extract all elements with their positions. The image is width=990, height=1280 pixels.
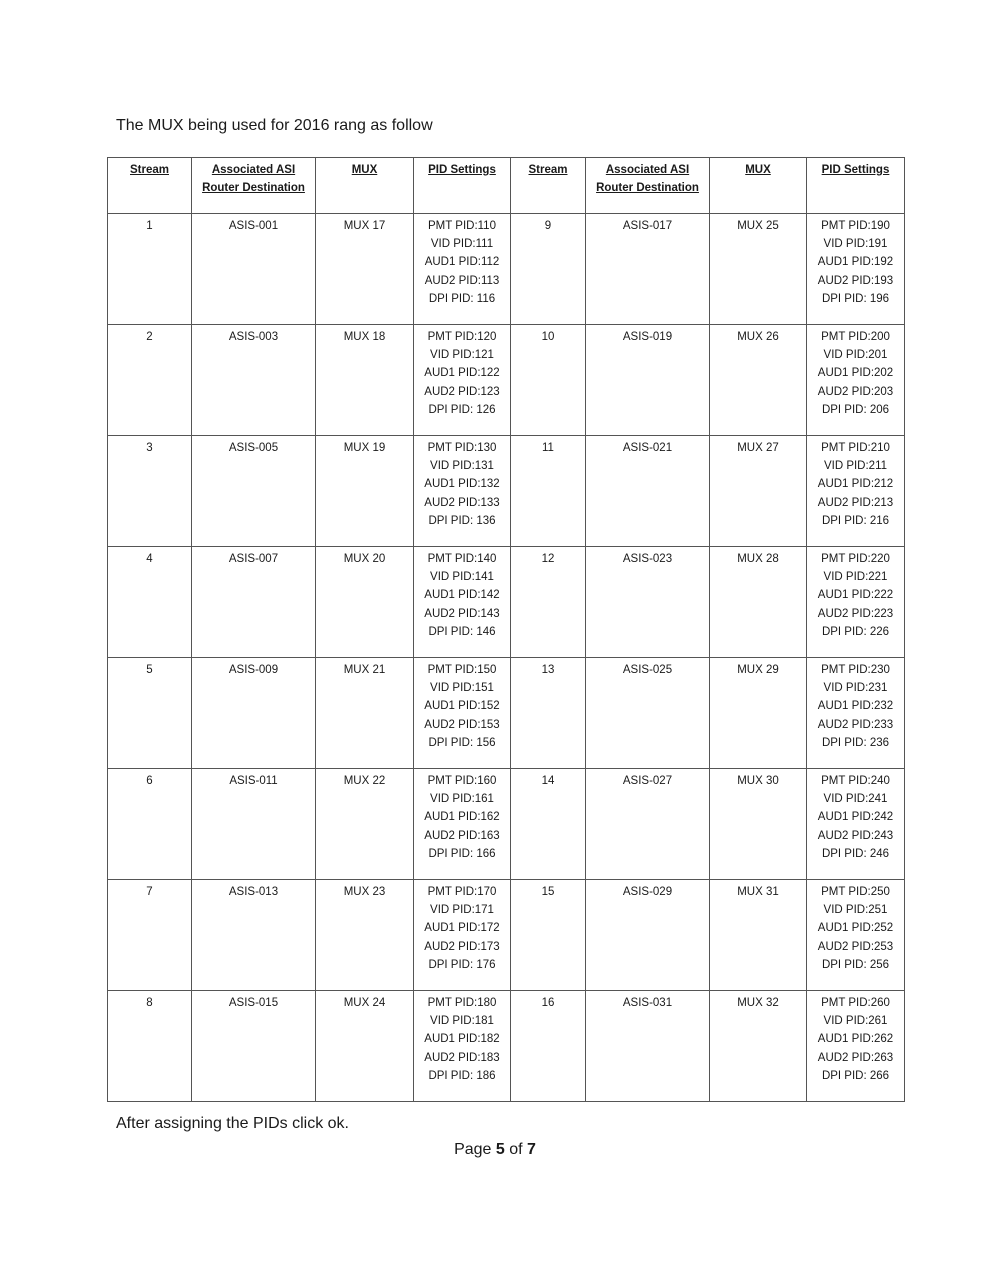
pid-line: PMT PID:250 <box>821 886 890 898</box>
pid-settings-cell <box>807 991 905 1102</box>
stream-cell: 3 <box>108 436 192 547</box>
mux-table <box>107 157 905 1102</box>
table-row <box>108 991 905 1102</box>
pid-line: PMT PID:110 <box>428 220 496 232</box>
mux-cell: MUX 25 <box>710 214 807 325</box>
stream-cell: 1 <box>108 214 192 325</box>
stream-cell: 8 <box>108 991 192 1102</box>
asi-destination-cell: ASIS-015 <box>192 991 316 1102</box>
pid-settings-cell <box>414 436 511 547</box>
pid-line: DPI PID: 256 <box>821 958 890 971</box>
pid-line: PMT PID:240 <box>821 775 890 787</box>
mux-cell: MUX 17 <box>316 214 414 325</box>
pid-line: PMT PID:200 <box>821 331 890 343</box>
pid-line: AUD1 PID:132 <box>424 478 500 491</box>
pid-line: DPI PID: 246 <box>821 847 890 860</box>
asi-destination-cell: ASIS-027 <box>586 769 710 880</box>
pid-line: AUD1 PID:142 <box>424 589 500 602</box>
pid-line: DPI PID: 116 <box>428 292 496 305</box>
header-row <box>108 158 905 214</box>
pid-line: DPI PID: 266 <box>821 1069 890 1082</box>
asi-destination-cell: ASIS-019 <box>586 325 710 436</box>
mux-cell: MUX 18 <box>316 325 414 436</box>
stream-cell: 2 <box>108 325 192 436</box>
pid-line: VID PID:141 <box>430 571 494 584</box>
asi-destination-cell: ASIS-021 <box>586 436 710 547</box>
header-mux: MUX <box>316 158 414 214</box>
mux-cell: MUX 32 <box>710 991 807 1102</box>
intro-text: The MUX being used for 2016 rang as follow <box>116 117 433 134</box>
stream-cell: 13 <box>511 658 586 769</box>
pid-line: AUD1 PID:122 <box>424 367 500 380</box>
asi-destination-cell: ASIS-011 <box>192 769 316 880</box>
stream-cell: 14 <box>511 769 586 880</box>
asi-destination-cell: ASIS-003 <box>192 325 316 436</box>
pid-line: AUD2 PID:223 <box>817 607 894 620</box>
pid-line: VID PID:181 <box>430 1015 494 1028</box>
asi-destination-cell: ASIS-029 <box>586 880 710 991</box>
pid-line: VID PID:211 <box>823 460 888 473</box>
pid-line: AUD1 PID:242 <box>817 811 894 824</box>
mux-cell: MUX 30 <box>710 769 807 880</box>
pid-line: AUD1 PID:152 <box>424 700 500 713</box>
pid-line: AUD1 PID:202 <box>817 367 894 380</box>
stream-cell: 12 <box>511 547 586 658</box>
mux-cell: MUX 28 <box>710 547 807 658</box>
pid-settings-cell <box>414 325 511 436</box>
asi-destination-cell: ASIS-001 <box>192 214 316 325</box>
pid-settings-cell <box>414 214 511 325</box>
pid-line: VID PID:151 <box>430 682 494 695</box>
pid-line: PMT PID:160 <box>427 775 497 787</box>
pid-line: DPI PID: 126 <box>428 403 496 416</box>
pid-settings-cell <box>414 991 511 1102</box>
page-total: 7 <box>527 1141 536 1158</box>
page-current: 5 <box>495 1141 505 1158</box>
table-row <box>108 436 905 547</box>
pid-line: DPI PID: 176 <box>428 958 496 971</box>
pid-line: DPI PID: 196 <box>821 292 890 305</box>
mux-cell: MUX 27 <box>710 436 807 547</box>
stream-cell: 6 <box>108 769 192 880</box>
pid-line: PMT PID:170 <box>427 886 497 898</box>
pid-line: AUD1 PID:252 <box>817 922 894 935</box>
pid-line: DPI PID: 206 <box>821 403 890 416</box>
pid-line: AUD2 PID:263 <box>817 1051 894 1064</box>
mux-cell: MUX 19 <box>316 436 414 547</box>
header-asi-destination: Associated ASI Router Destination <box>192 158 316 214</box>
outro-text: After assigning the PIDs click ok. <box>116 1115 349 1132</box>
pid-settings-cell <box>414 880 511 991</box>
pid-line: AUD2 PID:183 <box>424 1051 500 1064</box>
pid-settings-cell <box>414 769 511 880</box>
pid-line: PMT PID:260 <box>821 997 890 1009</box>
header-stream: Stream <box>108 158 192 214</box>
pid-line: PMT PID:220 <box>821 553 890 565</box>
pid-line: DPI PID: 136 <box>428 514 496 527</box>
asi-destination-cell: ASIS-023 <box>586 547 710 658</box>
mux-cell: MUX 20 <box>316 547 414 658</box>
pid-line: VID PID:121 <box>430 349 494 362</box>
header-mux: MUX <box>710 158 807 214</box>
mux-cell: MUX 26 <box>710 325 807 436</box>
pid-line: AUD2 PID:163 <box>424 829 500 842</box>
stream-cell: 15 <box>511 880 586 991</box>
page-footer: Page 5 of 7 <box>454 1141 536 1158</box>
pid-line: AUD1 PID:112 <box>424 256 500 269</box>
table-row <box>108 214 905 325</box>
pid-line: AUD2 PID:213 <box>817 496 894 509</box>
asi-destination-cell: ASIS-025 <box>586 658 710 769</box>
pid-line: AUD2 PID:143 <box>424 607 500 620</box>
pid-line: DPI PID: 156 <box>428 736 496 749</box>
pid-line: AUD2 PID:243 <box>817 829 894 842</box>
pid-settings-cell <box>807 769 905 880</box>
pid-line: PMT PID:180 <box>427 997 497 1009</box>
stream-cell: 9 <box>511 214 586 325</box>
pid-line: DPI PID: 166 <box>428 847 496 860</box>
mux-cell: MUX 22 <box>316 769 414 880</box>
pid-line: AUD2 PID:233 <box>817 718 894 731</box>
pid-line: AUD2 PID:173 <box>424 940 500 953</box>
pid-line: AUD1 PID:162 <box>424 811 500 824</box>
asi-destination-cell: ASIS-005 <box>192 436 316 547</box>
pid-line: AUD2 PID:113 <box>424 274 500 287</box>
pid-line: AUD1 PID:222 <box>817 589 894 602</box>
pid-line: VID PID:161 <box>430 793 494 806</box>
header-asi-destination: Associated ASI Router Destination <box>586 158 710 214</box>
pid-line: DPI PID: 226 <box>821 625 890 638</box>
stream-cell: 4 <box>108 547 192 658</box>
pid-line: AUD1 PID:172 <box>424 922 500 935</box>
pid-line: AUD2 PID:193 <box>817 274 894 287</box>
pid-line: PMT PID:120 <box>427 331 497 343</box>
pid-line: PMT PID:130 <box>427 442 497 454</box>
pid-line: VID PID:131 <box>430 460 494 473</box>
pid-line: AUD1 PID:262 <box>817 1033 894 1046</box>
stream-cell: 7 <box>108 880 192 991</box>
header-stream: Stream <box>511 158 586 214</box>
pid-line: PMT PID:210 <box>821 442 890 454</box>
mux-cell: MUX 31 <box>710 880 807 991</box>
pid-line: PMT PID:150 <box>427 664 497 676</box>
stream-cell: 16 <box>511 991 586 1102</box>
pid-line: VID PID:221 <box>823 571 888 584</box>
pid-line: VID PID:251 <box>823 904 888 917</box>
pid-settings-cell <box>807 214 905 325</box>
stream-cell: 11 <box>511 436 586 547</box>
pid-line: VID PID:111 <box>430 238 494 251</box>
pid-line: AUD2 PID:133 <box>424 496 500 509</box>
pid-settings-cell <box>807 325 905 436</box>
table-row <box>108 658 905 769</box>
pid-settings-cell <box>807 658 905 769</box>
pid-line: AUD1 PID:232 <box>817 700 894 713</box>
pid-settings-cell <box>807 880 905 991</box>
pid-line: PMT PID:230 <box>821 664 890 676</box>
pid-line: VID PID:231 <box>823 682 888 695</box>
header-pid-settings: PID Settings <box>414 158 511 214</box>
pid-line: AUD1 PID:182 <box>424 1033 500 1046</box>
pid-line: VID PID:171 <box>430 904 494 917</box>
table-row <box>108 547 905 658</box>
asi-destination-cell: ASIS-007 <box>192 547 316 658</box>
pid-line: AUD2 PID:203 <box>817 385 894 398</box>
pid-line: DPI PID: 186 <box>428 1069 496 1082</box>
pid-settings-cell <box>807 547 905 658</box>
pid-line: AUD1 PID:212 <box>817 478 894 491</box>
pid-line: PMT PID:190 <box>821 220 890 232</box>
mux-cell: MUX 24 <box>316 991 414 1102</box>
pid-line: DPI PID: 216 <box>821 514 890 527</box>
pid-line: AUD2 PID:123 <box>424 385 500 398</box>
pid-line: AUD2 PID:253 <box>817 940 894 953</box>
pid-line: VID PID:201 <box>823 349 888 362</box>
asi-destination-cell: ASIS-013 <box>192 880 316 991</box>
table-row <box>108 769 905 880</box>
header-pid-settings: PID Settings <box>807 158 905 214</box>
pid-settings-cell <box>414 547 511 658</box>
asi-destination-cell: ASIS-009 <box>192 658 316 769</box>
pid-line: VID PID:241 <box>823 793 888 806</box>
pid-line: AUD2 PID:153 <box>424 718 500 731</box>
pid-line: VID PID:261 <box>823 1015 888 1028</box>
table-row <box>108 325 905 436</box>
pid-settings-cell <box>414 658 511 769</box>
mux-cell: MUX 23 <box>316 880 414 991</box>
mux-cell: MUX 21 <box>316 658 414 769</box>
asi-destination-cell: ASIS-017 <box>586 214 710 325</box>
asi-destination-cell: ASIS-031 <box>586 991 710 1102</box>
pid-line: DPI PID: 236 <box>821 736 890 749</box>
mux-cell: MUX 29 <box>710 658 807 769</box>
pid-settings-cell <box>807 436 905 547</box>
pid-line: VID PID:191 <box>823 238 888 251</box>
pid-line: PMT PID:140 <box>427 553 497 565</box>
pid-line: AUD1 PID:192 <box>817 256 894 269</box>
pid-line: DPI PID: 146 <box>428 625 496 638</box>
stream-cell: 10 <box>511 325 586 436</box>
table-row <box>108 880 905 991</box>
stream-cell: 5 <box>108 658 192 769</box>
